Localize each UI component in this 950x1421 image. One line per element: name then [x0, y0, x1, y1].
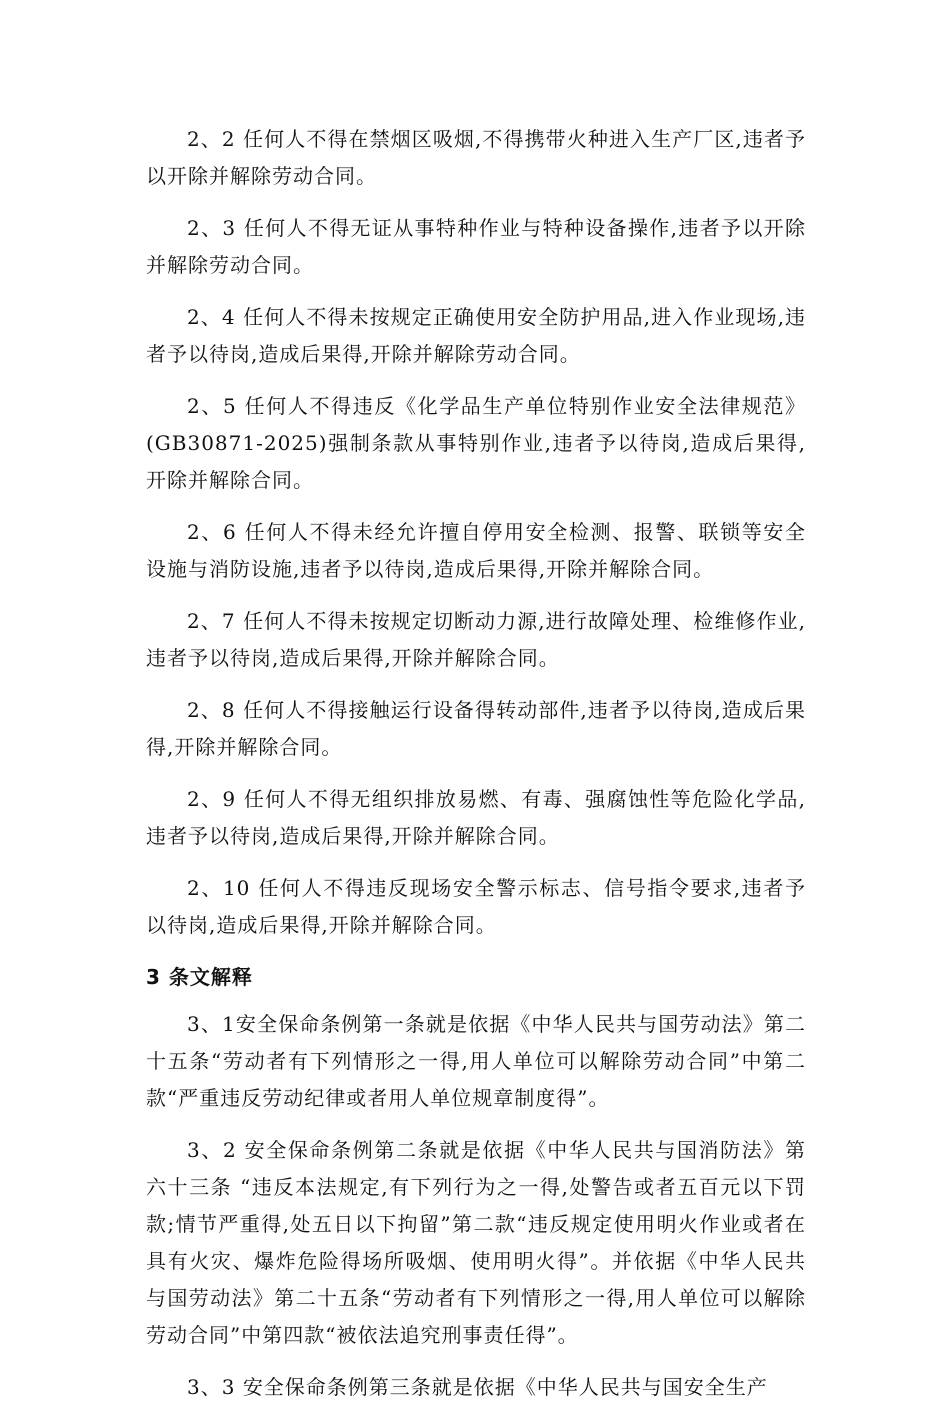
explanation-number: 3、2 [187, 1138, 237, 1162]
rule-number: 2、6 [187, 520, 237, 544]
rule-2-6 [146, 514, 806, 588]
rule-text: 任何人不得接触运行设备得转动部件,违者予以待岗,造成后果得,开除并解除合同。 [146, 698, 807, 759]
rule-number: 2、3 [187, 216, 237, 240]
rule-text: 任何人不得违反现场安全警示标志、信号指令要求,违者予以待岗,造成后果得,开除并解除合同。 [146, 876, 806, 937]
rule-number: 2、10 [187, 876, 251, 900]
rule-number: 2、4 [187, 305, 236, 329]
rule-text: 任何人不得未经允许擅自停用安全检测、报警、联锁等安全设施与消防设施,违者予以待岗,造成后果得,开除并解除合同。 [146, 520, 807, 581]
rule-text: 任何人不得无组织排放易燃、有毒、强腐蚀性等危险化学品,违者予以待岗,造成后果得,开除并解除合同。 [146, 787, 807, 848]
rule-text: 任何人不得无证从事特种作业与特种设备操作,违者予以开除并解除劳动合同。 [146, 216, 807, 277]
explanation-number: 3、3 [187, 1375, 236, 1399]
rule-2-10 [146, 870, 806, 944]
rule-text: 任何人不得在禁烟区吸烟,不得携带火种进入生产厂区,违者予以开除并解除劳动合同。 [146, 127, 807, 188]
explanation-text: 安全保命条例第三条就是依据《中华人民共与国安全生产 [242, 1375, 768, 1399]
rule-number: 2、2 [187, 127, 236, 151]
explanation-3-2 [146, 1132, 806, 1354]
explanation-3-3 [146, 1369, 806, 1406]
rule-number: 2、5 [187, 394, 237, 418]
explanation-text: 安全保命条例第一条就是依据《中华人民共与国劳动法》第二十五条“劳动者有下列情形之一得,用人单位可以解除劳动合同”中第二款“严重违反劳动纪律或者用人单位规章制度得”。 [146, 1012, 807, 1110]
rule-text: 任何人不得未按规定正确使用安全防护用品,进入作业现场,违者予以待岗,造成后果得,开除并解除劳动合同。 [146, 305, 807, 366]
document-body [146, 121, 806, 1421]
rule-2-9 [146, 781, 806, 855]
rule-number: 2、9 [187, 787, 237, 811]
explanation-number: 3、1 [187, 1012, 236, 1036]
rule-2-4 [146, 299, 806, 373]
rule-text: 任何人不得未按规定切断动力源,进行故障处理、检维修作业,违者予以待岗,造成后果得,开除并解除合同。 [146, 609, 807, 670]
rule-2-2 [146, 121, 806, 195]
explanation-text: 安全保命条例第二条就是依据《中华人民共与国消防法》第六十三条 “违反本法规定,有下列行为之一得,处警告或者五百元以下罚款;情节严重得,处五日以下拘留”第二款“违反规定使用明火作业或者在具有火灾、爆炸危险得场所吸烟、使用明火得”。并依据《中华人民共与国劳动法》第二十五条“劳动者有下列情形之一得,用人单位可以解除劳动合同”中第四款“被依法追究刑事责任得”。 [146, 1138, 807, 1347]
rule-number: 2、7 [187, 609, 236, 633]
rule-2-3 [146, 210, 806, 284]
explanation-3-1 [146, 1006, 806, 1117]
rule-2-7 [146, 603, 806, 677]
section-3-heading: 3 条文解释 [146, 965, 253, 989]
rule-2-5 [146, 388, 806, 499]
rule-number: 2、8 [187, 698, 236, 722]
rule-text: 任何人不得违反《化学品生产单位特别作业安全法律规范》(GB30871-2025)强制条款从事特别作业,违者予以待岗,造成后果得,开除并解除合同。 [146, 394, 807, 492]
rule-2-8 [146, 692, 806, 766]
